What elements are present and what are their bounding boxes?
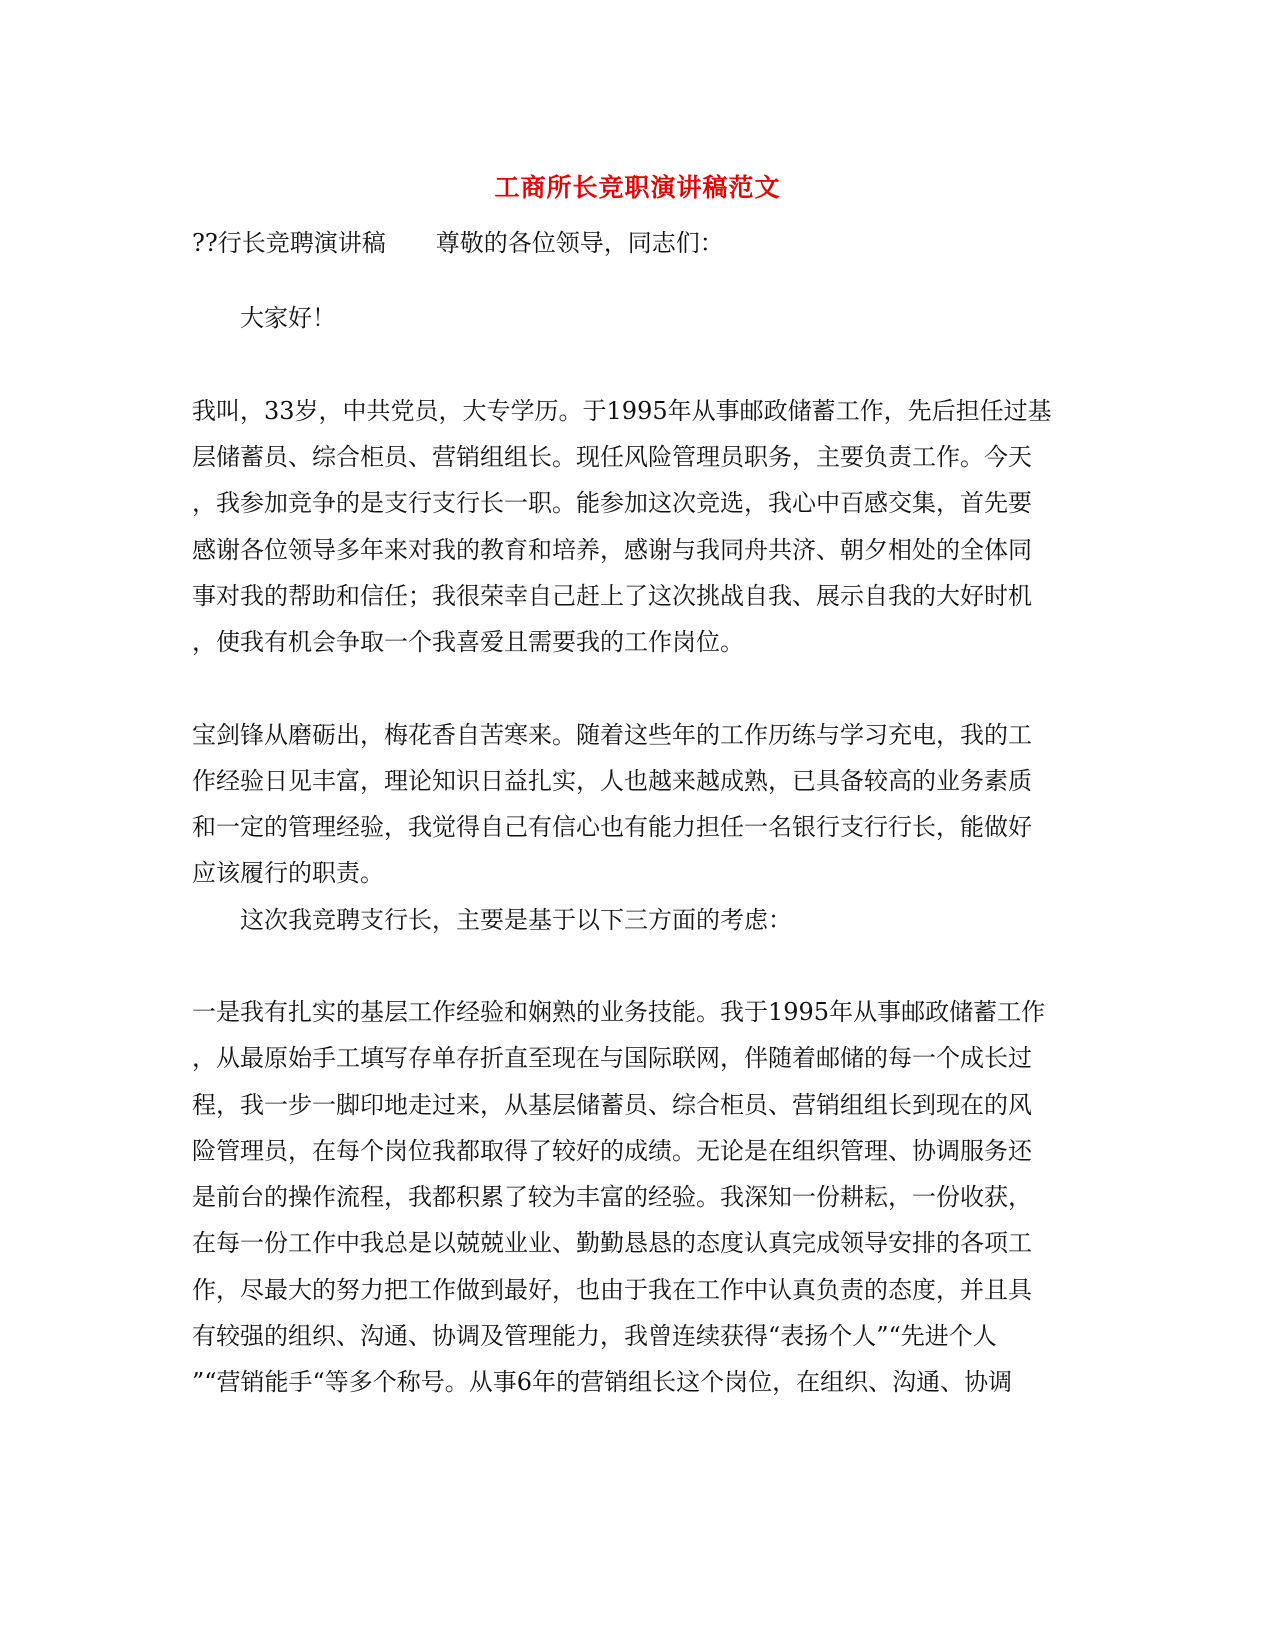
text-line: 险管理员，在每个岗位我都取得了较好的成绩。无论是在组织管理、协调服务还: [192, 1137, 1032, 1165]
text-line: 程，我一步一脚印地走过来，从基层储蓄员、综合柜员、营销组组长到现在的风: [192, 1091, 1032, 1119]
text-line: 宝剑锋从磨砺出，梅花香自苦寒来。随着这些年的工作历练与学习充电，我的工: [192, 721, 1032, 749]
text-line: 和一定的管理经验，我觉得自己有信心也有能力担任一名银行支行行长，能做好: [192, 813, 1032, 841]
text-line: 在每一份工作中我总是以兢兢业业、勤勤恳恳的态度认真完成领导安排的各项工: [192, 1229, 1032, 1257]
text-line: ”“营销能手“等多个称号。从事6年的营销组长这个岗位，在组织、沟通、协调: [192, 1368, 1013, 1396]
text-line: 作，尽最大的努力把工作做到最好，也由于我在工作中认真负责的态度，并且具: [192, 1276, 1032, 1304]
text-line: 一是我有扎实的基层工作经验和娴熟的业务技能。我于1995年从事邮政储蓄工作: [192, 998, 1046, 1026]
text-line: ，从最原始手工填写存单存折直至现在与国际联网，伴随着邮储的每一个成长过: [192, 1044, 1032, 1072]
text-line: 应该履行的职责。: [192, 859, 384, 887]
text-line: 层储蓄员、综合柜员、营销组组长。现任风险管理员职务，主要负责工作。今天: [192, 443, 1032, 471]
document-title: 工商所长竞职演讲稿范文: [494, 173, 781, 202]
header-salutation: 尊敬的各位领导，同志们：: [435, 229, 724, 257]
text-line: 是前台的操作流程，我都积累了较为丰富的经验。我深知一份耕耘，一份收获，: [192, 1183, 1032, 1211]
greeting: 大家好！: [240, 304, 336, 332]
text-line: 这次我竞聘支行长，主要是基于以下三方面的考虑：: [240, 906, 792, 934]
text-line: 作经验日见丰富，理论知识日益扎实，人也越来越成熟，已具备较高的业务素质: [192, 767, 1032, 795]
text-line: 有较强的组织、沟通、协调及管理能力，我曾连续获得“表扬个人”“先进个人: [192, 1322, 997, 1350]
text-line: 感谢各位领导多年来对我的教育和培养，感谢与我同舟共济、朝夕相处的全体同: [192, 536, 1032, 564]
text-line: 事对我的帮助和信任；我很荣幸自己赶上了这次挑战自我、展示自我的大好时机: [192, 582, 1032, 610]
header-left: ??行长竞聘演讲稿: [192, 229, 386, 257]
text-line: ，我参加竞争的是支行支行长一职。能参加这次竞选，我心中百感交集，首先要: [192, 489, 1032, 517]
text-line: 我叫，33岁，中共党员，大专学历。于1995年从事邮政储蓄工作，先后担任过基: [192, 397, 1052, 425]
text-line: ，使我有机会争取一个我喜爱且需要我的工作岗位。: [192, 628, 744, 656]
header-line: [192, 228, 724, 258]
